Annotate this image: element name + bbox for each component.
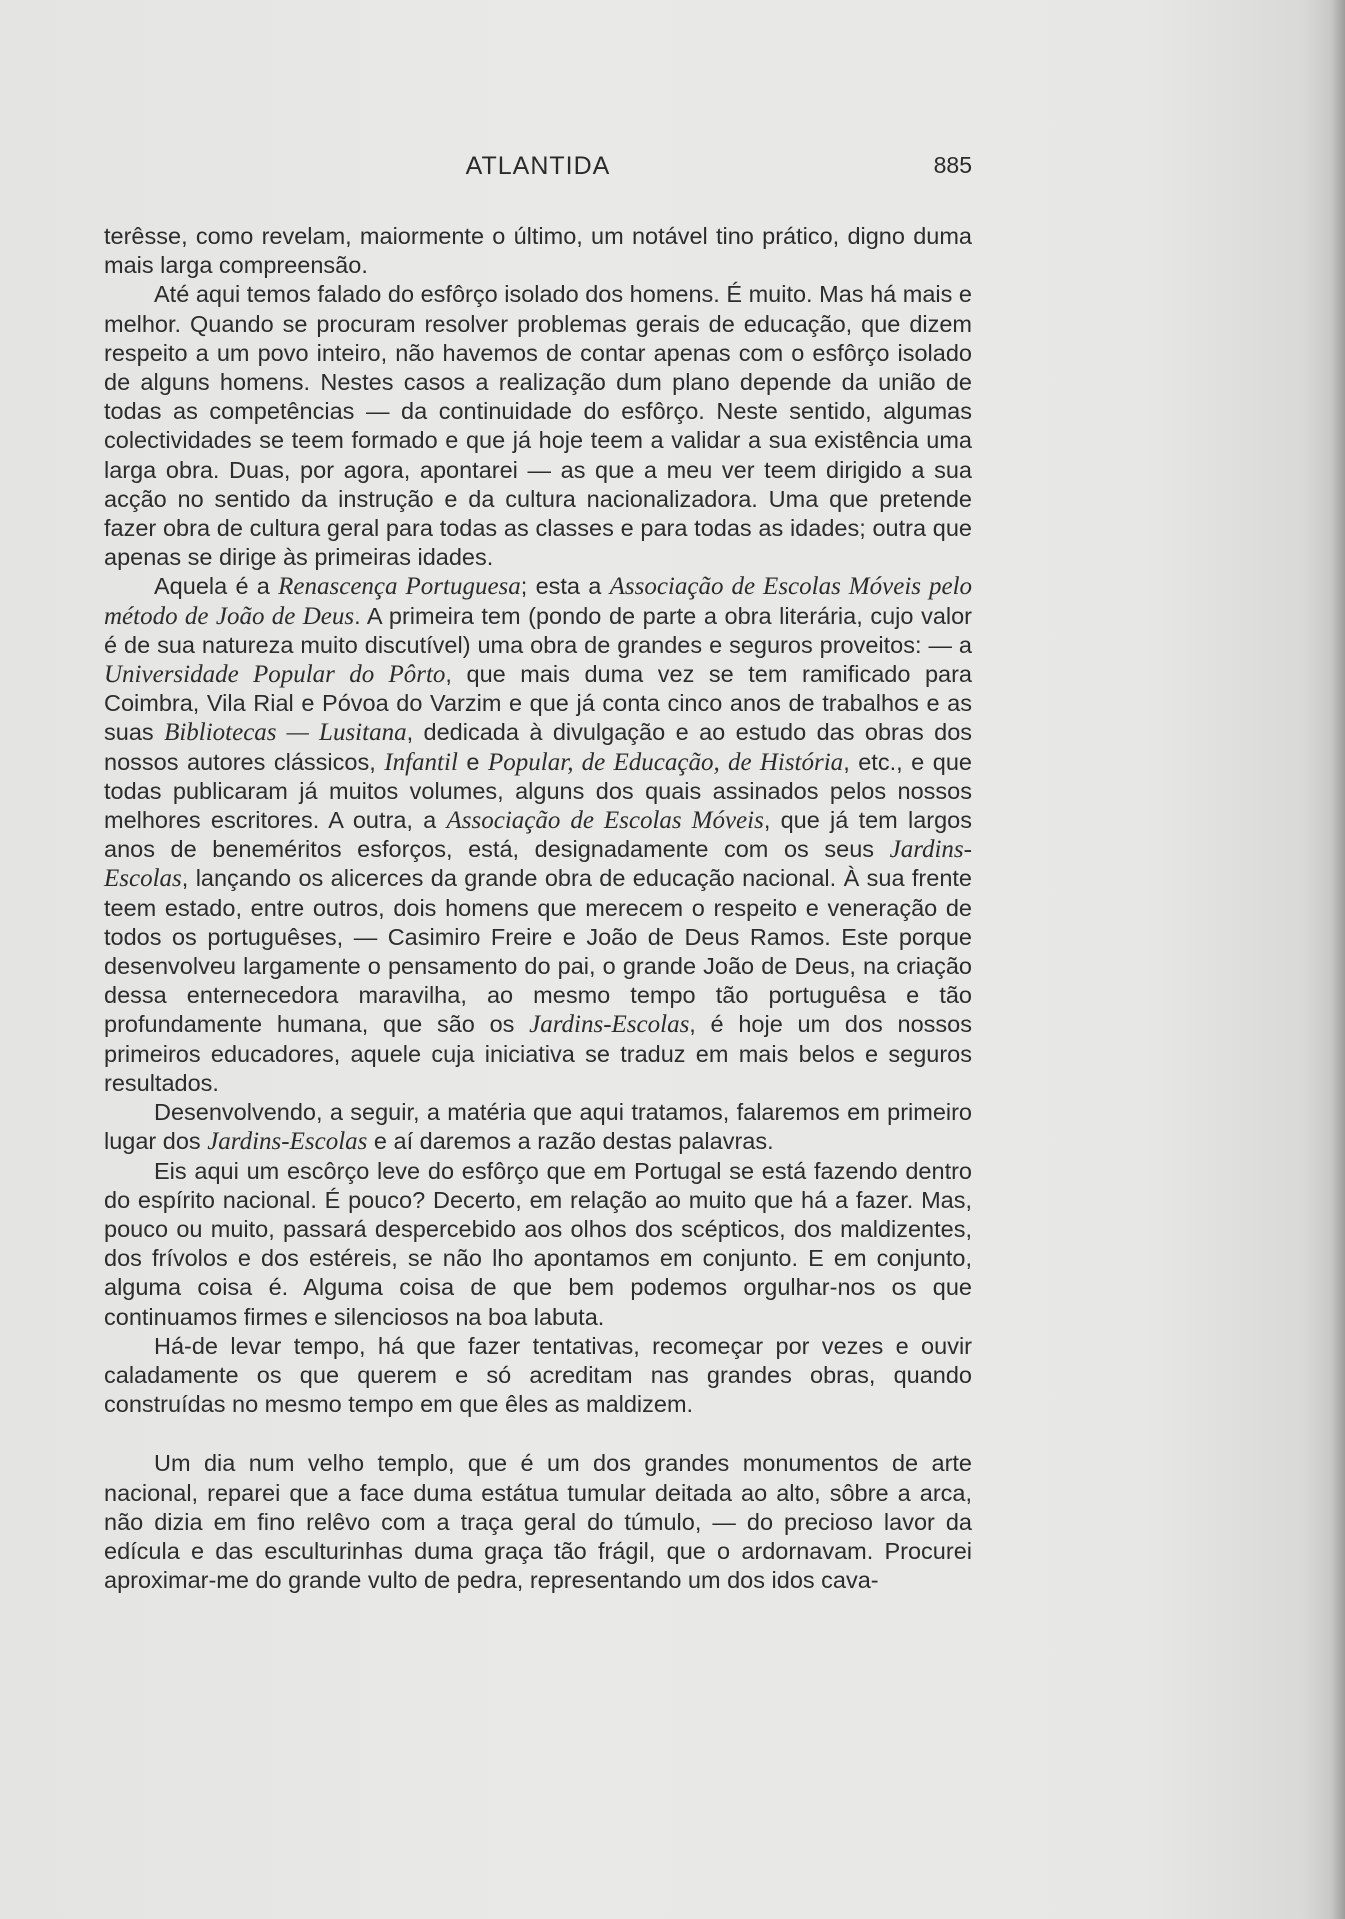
italic-title-text: Renascença Portuguesa: [278, 573, 521, 601]
italic-title-text: Jardins-Escolas: [529, 1011, 690, 1039]
page-edge-shadow: [1331, 0, 1345, 1919]
italic-title-text: Bibliotecas — Lusitana: [164, 719, 407, 747]
paragraph-text: , é hoje um dos nossos primeiros educadores, aquele cuja iniciativa se traduz em mais belos e seguros resultados.: [104, 1011, 972, 1096]
paragraph-text: Até aqui temos falado do esfôrço isolado dos homens. É muito. Mas há mais e melhor. Quando se procuram resolver problemas gerais de educação, que dizem respeito a um povo inteiro, não havemos de contar apenas com o esfôrço isolado de alguns homens. Nestes casos a realização dum plano depende da união de todas as competências — da continuidade do esfôrço. Neste sentido, algumas colectividades se teem formado e que já hoje teem a validar a sua existência uma larga obra. Duas, por agora, apontarei — as que a meu ver teem dirigido a sua acção no sentido da instrução e da cultura nacionalizadora. Uma que pretende fazer obra de cultura geral para todas as classes e para todas as idades; outra que apenas se dirige às primeiras idades.: [104, 281, 972, 571]
body-text: [104, 222, 972, 1595]
italic-title-text: Universidade Popular do Pôrto: [104, 661, 446, 689]
paragraph: [104, 1332, 972, 1420]
running-header: [104, 152, 972, 188]
paragraph: [104, 1098, 972, 1156]
paragraph: [104, 280, 972, 572]
running-title: ATLANTIDA: [465, 152, 611, 180]
paragraph-text: , etc., e que todas publicaram já muitos volumes, alguns dos quais assinados pelos nossos melhores escritores. A outra, a: [104, 748, 972, 834]
italic-title-text: Popular, de Educação, de História: [488, 748, 844, 776]
paragraph-text: Desenvolvendo, a seguir, a matéria que aqui tratamos, falaremos em primeiro lugar dos: [104, 1099, 972, 1155]
italic-title-text: Associação de Escolas Móveis: [446, 807, 764, 835]
paragraph-text: Um dia num velho templo, que é um dos grandes monumentos de arte nacional, reparei que a face duma estátua tumular deitada ao alto, sôbre a arca, não dizia em fino relêvo com a traça geral do túmulo, — do precioso lavor da edícula e das esculturinhas duma graça tão frágil, que o ardornavam. Procurei aproximar-me do grande vulto de pedra, representando um dos idos cava-: [104, 1450, 972, 1594]
paragraph: [104, 222, 972, 280]
paragraph-text: terêsse, como revelam, maiormente o último, um notável tino prático, digno duma mais larga compreensão.: [104, 223, 972, 279]
italic-title-text: Infantil: [384, 748, 458, 776]
paragraph: [104, 1157, 972, 1332]
paragraph-text: , dedicada à divulgação e ao estudo das obras dos nossos autores clássicos,: [104, 719, 973, 775]
paragraph-text: , que já tem largos anos de beneméritos esforços, está, designadamente com os seus: [104, 807, 973, 863]
paragraph-text: , que mais duma vez se tem ramificado para Coimbra, Vila Rial e Póvoa do Varzim e que já conta cinco anos de trabalhos e as suas: [104, 661, 972, 746]
italic-title-text: Associação de Escolas Móveis pelo método de João de Deus: [104, 573, 973, 630]
paragraph-text: ; esta a: [520, 573, 610, 600]
paragraph: [104, 572, 972, 1098]
paragraph-text: Há-de levar tempo, há que fazer tentativas, recomeçar por vezes e ouvir caladamente os que querem e só acreditam nas grandes obras, quando construídas no mesmo tempo em que êles as maldizem.: [104, 1332, 972, 1418]
paragraph: [104, 1449, 972, 1595]
page-number: 885: [933, 152, 972, 178]
italic-title-text: Jardins-Escolas: [104, 836, 972, 893]
paragraph-text: Aquela é a: [154, 573, 279, 600]
paragraph-text: Eis aqui um escôrço leve do esfôrço que em Portugal se está fazendo dentro do espírito nacional. É pouco? Decerto, em relação ao muito que há a fazer. Mas, pouco ou muito, passará despercebido aos olhos dos scépticos, dos maldizentes, dos frívolos e dos estéreis, se não lho apontamos em conjunto. E em conjunto, alguma coisa é. Alguma coisa de que bem podemos orgulhar-nos os que continuamos firmes e silenciosos na boa labuta.: [104, 1157, 972, 1330]
paragraph-text: e aí daremos a razão destas palavras.: [367, 1128, 774, 1155]
paragraph-text: e: [457, 748, 489, 775]
paragraph-text: , lançando os alicerces da grande obra de educação nacional. À sua frente teem estado, entre outros, dois homens que merecem o respeito e veneração de todos os portuguêses, — Casimiro Freire e João de Deus Ramos. Este porque desenvolveu largamente o pensamento do pai, o grande João de Deus, na criação dessa enternecedora maravilha, ao mesmo tempo tão portuguêsa e tão profundamente humana, que são os: [104, 865, 972, 1038]
italic-title-text: Jardins-Escolas: [207, 1128, 368, 1156]
paragraph-text: . A primeira tem (pondo de parte a obra literária, cujo valor é de sua natureza muito discutível) uma obra de grandes e seguros proveitos: — a: [104, 602, 973, 658]
